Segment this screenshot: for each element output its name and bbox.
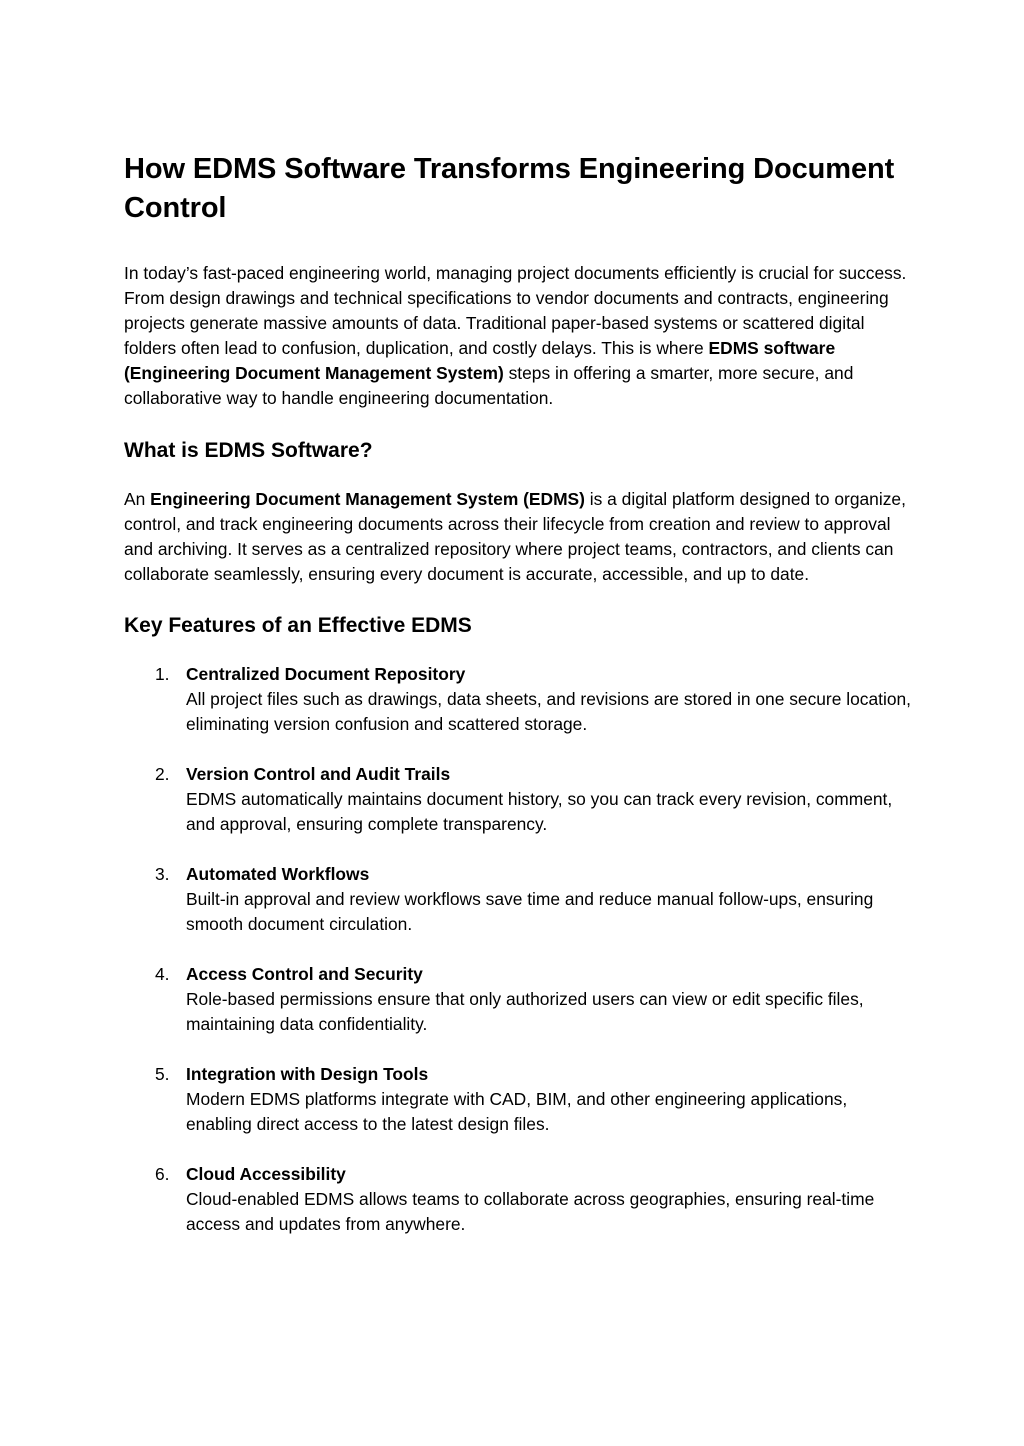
feature-item <box>124 1062 914 1137</box>
intro-bold-term: EDMS software (Engineering Document Management System) <box>124 338 836 383</box>
feature-number: 6. <box>155 1164 170 1184</box>
feature-item <box>124 1162 914 1237</box>
feature-number: 5. <box>155 1064 170 1084</box>
what-is-paragraph <box>124 487 914 587</box>
document-page <box>124 150 914 1262</box>
what-is-bold-term: Engineering Document Management System (EDMS) <box>150 489 585 509</box>
feature-title: Access Control and Security <box>186 964 423 984</box>
feature-number: 3. <box>155 864 170 884</box>
feature-number: 2. <box>155 764 170 784</box>
feature-item <box>124 962 914 1037</box>
feature-title: Version Control and Audit Trails <box>186 764 451 784</box>
feature-number: 1. <box>155 664 170 684</box>
feature-item <box>124 662 914 737</box>
feature-title: Cloud Accessibility <box>186 1164 346 1184</box>
feature-description: All project files such as drawings, data sheets, and revisions are stored in one secure location, eliminating version confusion and scattered storage. <box>186 689 911 734</box>
feature-item <box>124 762 914 837</box>
feature-description: Modern EDMS platforms integrate with CAD, BIM, and other engineering applications, enabling direct access to the latest design files. <box>186 1089 848 1134</box>
feature-title: Integration with Design Tools <box>186 1064 429 1084</box>
feature-description: Role-based permissions ensure that only authorized users can view or edit specific files, maintaining data confidentiality. <box>186 989 864 1034</box>
feature-description: Built-in approval and review workflows save time and reduce manual follow-ups, ensuring smooth document circulation. <box>186 889 874 934</box>
feature-title: Centralized Document Repository <box>186 664 466 684</box>
intro-paragraph <box>124 261 914 411</box>
what-is-text-start: An <box>124 489 151 509</box>
feature-description: Cloud-enabled EDMS allows teams to collaborate across geographies, ensuring real-time access and updates from anywhere. <box>186 1189 875 1234</box>
what-is-heading: What is EDMS Software? <box>124 439 373 462</box>
intro-text-start: In today’s fast-paced engineering world, managing project documents efficiently is crucial for success. From design drawings and technical specifications to vendor documents and contracts, engineering projects generate massive amounts of data. Traditional paper-based systems or scattered digital folders often lead to confusion, duplication, and costly delays. This is where <box>124 263 907 358</box>
features-list <box>124 662 914 1237</box>
what-is-text-end: is a digital platform designed to organize, control, and track engineering documents across their lifecycle from creation and review to approval and archiving. It serves as a centralized repository where project teams, contractors, and clients can collaborate seamlessly, ensuring every document is accurate, accessible, and up to date. <box>124 489 906 584</box>
feature-item <box>124 862 914 937</box>
feature-title: Automated Workflows <box>186 864 370 884</box>
intro-text-end: steps in offering a smarter, more secure, and collaborative way to handle engineering documentation. <box>124 363 854 408</box>
feature-number: 4. <box>155 964 170 984</box>
features-heading: Key Features of an Effective EDMS <box>124 614 472 637</box>
feature-description: EDMS automatically maintains document history, so you can track every revision, comment, and approval, ensuring complete transparency. <box>186 789 893 834</box>
page-title: How EDMS Software Transforms Engineering Document Control <box>124 153 895 224</box>
